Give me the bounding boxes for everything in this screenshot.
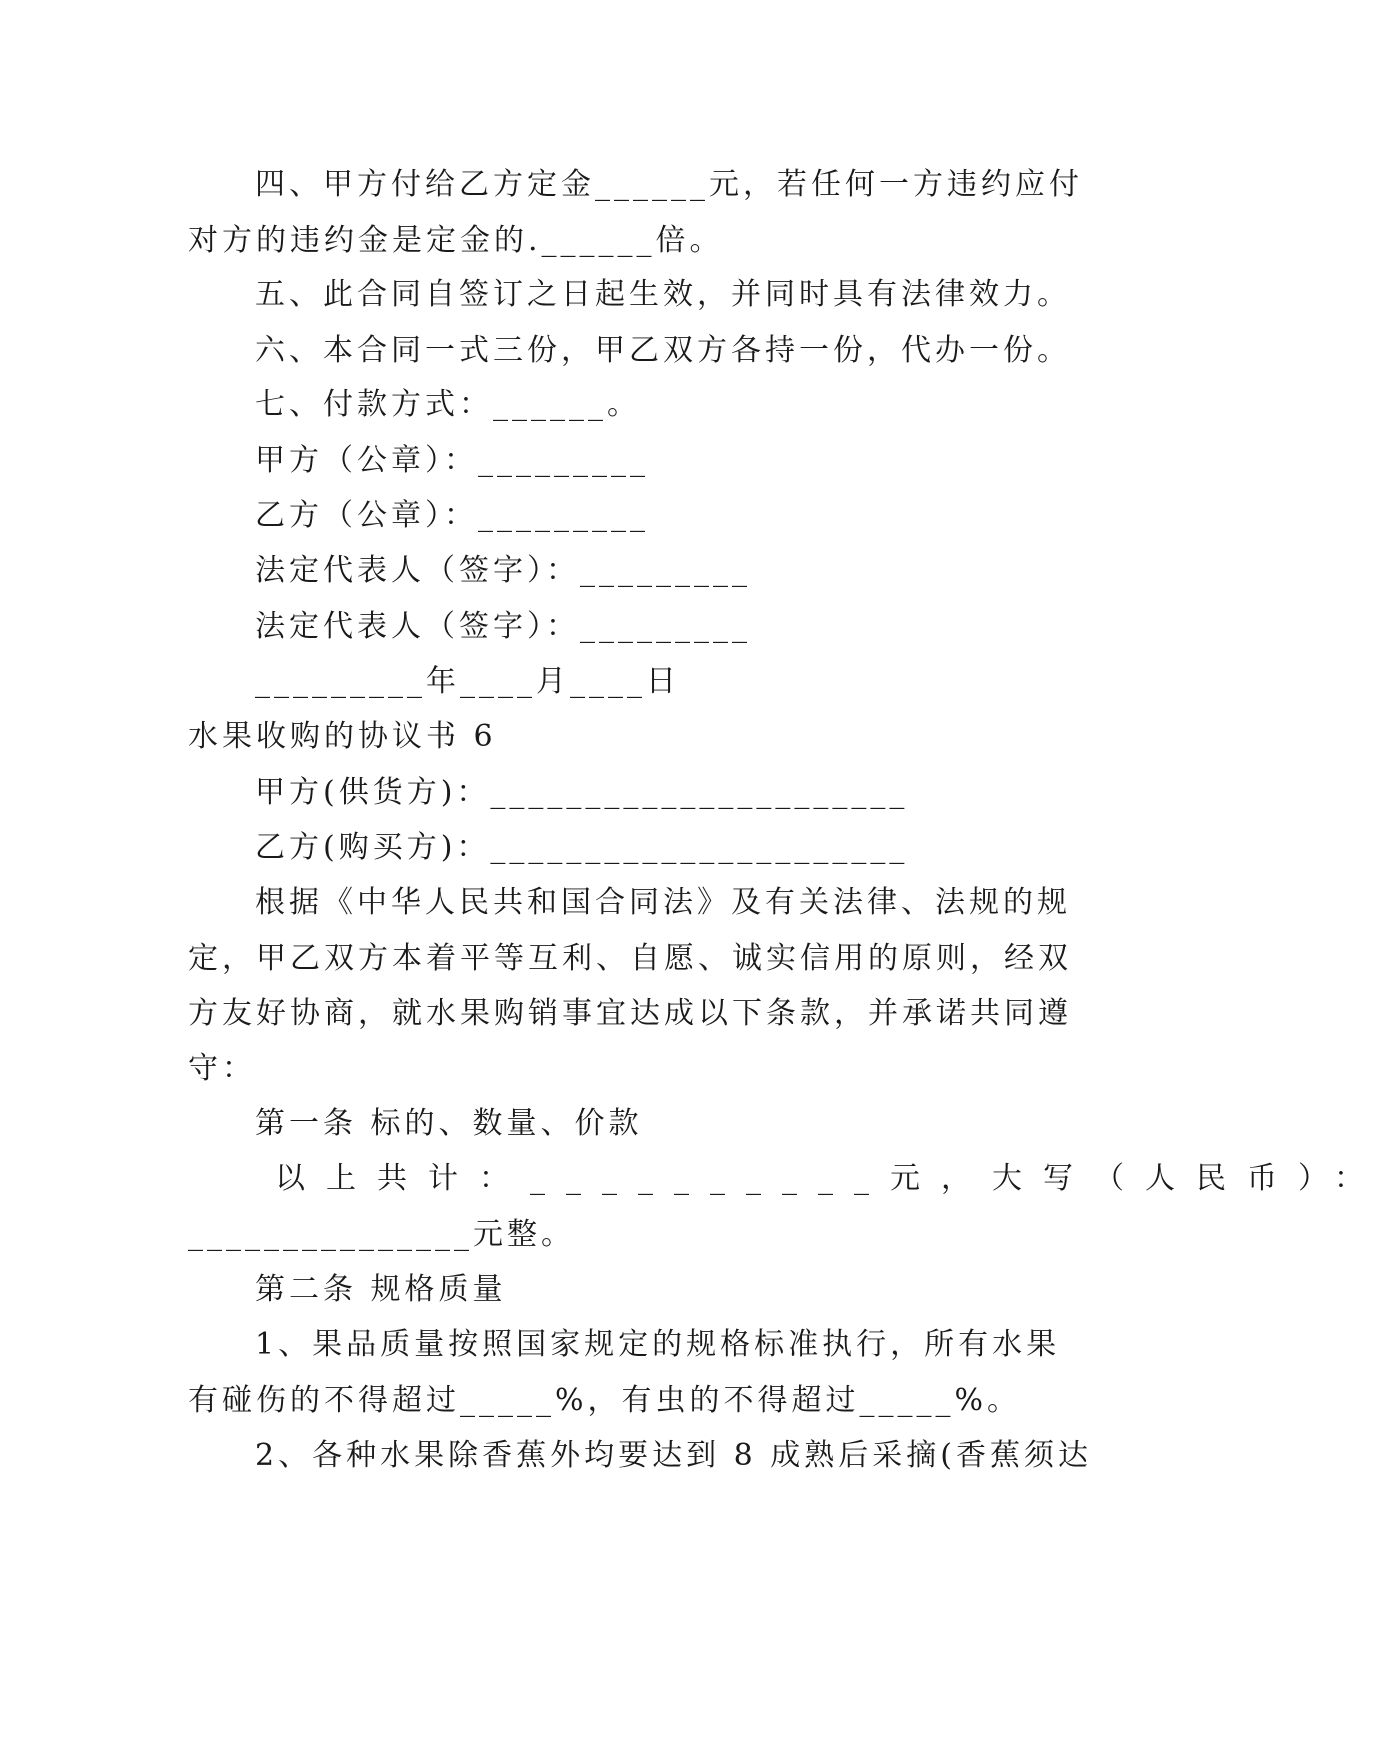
article-1-heading: 第一条 标的、数量、价款 [255,1106,643,1141]
date-line: _________年____月____日 [255,664,680,699]
party-b-buyer: 乙方(购买方)：______________________ [255,830,909,865]
preamble-line-4: 守： [188,1051,256,1086]
party-a-seal: 甲方（公章）：_________ [255,443,649,478]
preamble-line-2: 定，甲乙双方本着平等互利、自愿、诚实信用的原则，经双 [188,941,1072,976]
total-amount-line: 以上共计：__________元，大写（人民币）： [275,1161,1385,1196]
quality-item-1-line-1: 1、果品质量按照国家规定的规格标准执行，所有水果 [255,1327,1061,1362]
legal-rep-signature-2: 法定代表人（签字）：_________ [255,609,751,644]
quality-item-2-line-1: 2、各种水果除香蕉外均要达到 8 成熟后采摘(香蕉须达 [255,1438,1092,1473]
party-a-supplier: 甲方(供货方)：______________________ [255,775,909,810]
preamble-line-3: 方友好协商，就水果购销事宜达成以下条款，并承诺共同遵 [188,996,1072,1031]
clause-5: 五、此合同自签订之日起生效，并同时具有法律效力。 [255,277,1071,312]
legal-rep-signature-1: 法定代表人（签字）：_________ [255,553,751,588]
quality-item-1-line-2: 有碰伤的不得超过_____%，有虫的不得超过_____%。 [188,1383,1022,1418]
party-b-seal: 乙方（公章）：_________ [255,498,649,533]
preamble-line-1: 根据《中华人民共和国合同法》及有关法律、法规的规 [255,885,1071,920]
article-2-heading: 第二条 规格质量 [255,1272,507,1307]
clause-4-line-2: 对方的违约金是定金的.______倍。 [188,223,724,258]
clause-6: 六、本合同一式三份，甲乙双方各持一份，代办一份。 [255,333,1071,368]
clause-7-payment: 七、付款方式：______。 [255,387,641,422]
clause-4-line-1: 四、甲方付给乙方定金______元，若任何一方违约应付 [255,167,1083,202]
section-title: 水果收购的协议书 6 [188,719,497,754]
total-amount-uppercase: _______________元整。 [188,1217,575,1252]
